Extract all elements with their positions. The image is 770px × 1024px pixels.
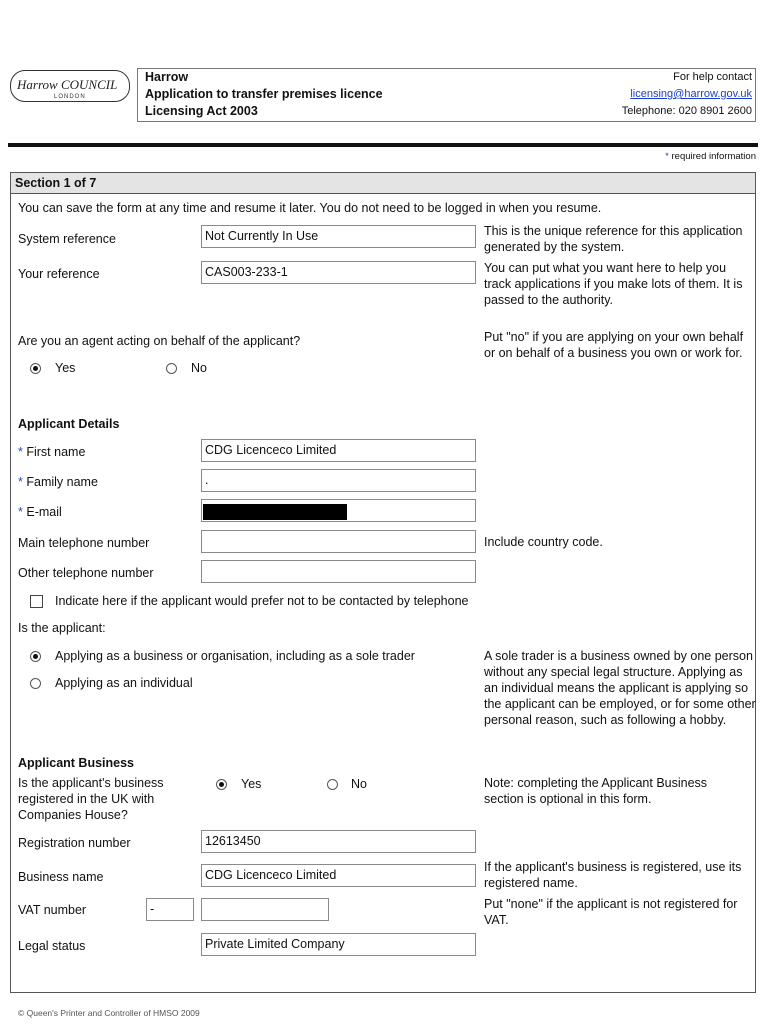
agent-question: Are you an agent acting on behalf of the applicant? [18, 334, 301, 348]
no-phone-contact-label: Indicate here if the applicant would prefer not to be contacted by telephone [55, 594, 469, 608]
main-phone-input[interactable] [201, 530, 476, 553]
vat-prefix-input[interactable]: - [146, 898, 194, 921]
registered-no-radio[interactable] [327, 779, 338, 790]
required-note-text: required information [671, 151, 756, 162]
business-option-radio[interactable] [30, 651, 41, 662]
required-note [665, 151, 756, 162]
your-reference-help: You can put what you want here to help you track applications if you make lots of them. It is passed to the authority. [484, 261, 743, 307]
other-phone-input[interactable] [201, 560, 476, 583]
email-label-text: E-mail [26, 505, 62, 519]
logo-text: Harrow COUNCIL [17, 77, 118, 92]
individual-option-radio[interactable] [30, 678, 41, 689]
main-phone-label: Main telephone number [18, 536, 150, 550]
vat-number-help: Put "none" if the applicant is not registered for VAT. [484, 897, 738, 927]
act-name: Licensing Act 2003 [145, 104, 258, 118]
vat-number-label: VAT number [18, 903, 87, 917]
section-title-bar [10, 172, 756, 194]
family-name-label: * Family name [18, 475, 98, 489]
email-input[interactable] [201, 499, 476, 522]
footer-copyright: © Queen's Printer and Controller of HMSO 2009 [18, 1008, 200, 1018]
header-rule [8, 143, 758, 147]
help-email-link[interactable]: licensing@harrow.gov.uk [630, 88, 752, 100]
first-name-label-text: First name [26, 445, 86, 459]
first-name-input[interactable]: CDG Licenceco Limited [201, 439, 476, 462]
system-reference-help: This is the unique reference for this application generated by the system. [484, 224, 743, 254]
applicant-is-label: Is the applicant: [18, 621, 106, 635]
section-title: Section 1 of 7 [15, 176, 97, 190]
form-title: Application to transfer premises licence [145, 87, 383, 101]
legal-status-label: Legal status [18, 939, 86, 953]
header-council: Harrow [145, 70, 189, 84]
email-label: * E-mail [18, 505, 62, 519]
registered-no-label: No [351, 777, 367, 791]
main-phone-help: Include country code. [484, 535, 603, 549]
section-intro: You can save the form at any time and resume it later. You do not need to be logged in when you resume. [18, 201, 602, 215]
agent-no-label: No [191, 361, 207, 375]
individual-option-label: Applying as an individual [55, 676, 193, 690]
business-name-input[interactable]: CDG Licenceco Limited [201, 864, 476, 887]
business-name-help: If the applicant's business is registered, use its registered name. [484, 860, 742, 890]
registered-help: Note: completing the Applicant Business section is optional in this form. [484, 776, 708, 806]
vat-number-input[interactable] [201, 898, 329, 921]
email-redaction [203, 504, 347, 520]
business-option-label: Applying as a business or organisation, including as a sole trader [55, 649, 415, 663]
legal-status-input[interactable]: Private Limited Company [201, 933, 476, 956]
required-asterisk: * [665, 151, 669, 162]
no-phone-contact-checkbox[interactable] [30, 595, 43, 608]
registered-yes-label: Yes [241, 777, 262, 791]
registration-number-label: Registration number [18, 836, 131, 850]
family-name-label-text: Family name [26, 475, 98, 489]
applicant-type-help: A sole trader is a business owned by one person without any special legal structure. Applying as an individual means the applicant is applying so the applicant can be employed, or for some other personal reason, such as following a hobby. [484, 649, 756, 727]
registered-question: Is the applicant's business registered in the UK with Companies House? [18, 776, 164, 822]
your-reference-label: Your reference [18, 267, 100, 281]
applicant-details-heading: Applicant Details [18, 417, 120, 431]
first-name-label: * First name [18, 445, 86, 459]
logo-sub: LONDON [54, 94, 86, 100]
family-name-input[interactable]: . [201, 469, 476, 492]
help-phone: Telephone: 020 8901 2600 [621, 105, 752, 117]
system-reference-field: Not Currently In Use [201, 225, 476, 248]
your-reference-input[interactable]: CAS003-233-1 [201, 261, 476, 284]
registration-number-input[interactable]: 12613450 [201, 830, 476, 853]
agent-help: Put "no" if you are applying on your own behalf or on behalf of a business you own or work for. [484, 330, 744, 360]
business-name-label: Business name [18, 870, 104, 884]
system-reference-label: System reference [18, 232, 116, 246]
registered-yes-radio[interactable] [216, 779, 227, 790]
applicant-business-heading: Applicant Business [18, 756, 134, 770]
other-phone-label: Other telephone number [18, 566, 154, 580]
help-label: For help contact [673, 71, 752, 83]
agent-yes-radio[interactable] [30, 363, 41, 374]
agent-yes-label: Yes [55, 361, 76, 375]
agent-no-radio[interactable] [166, 363, 177, 374]
